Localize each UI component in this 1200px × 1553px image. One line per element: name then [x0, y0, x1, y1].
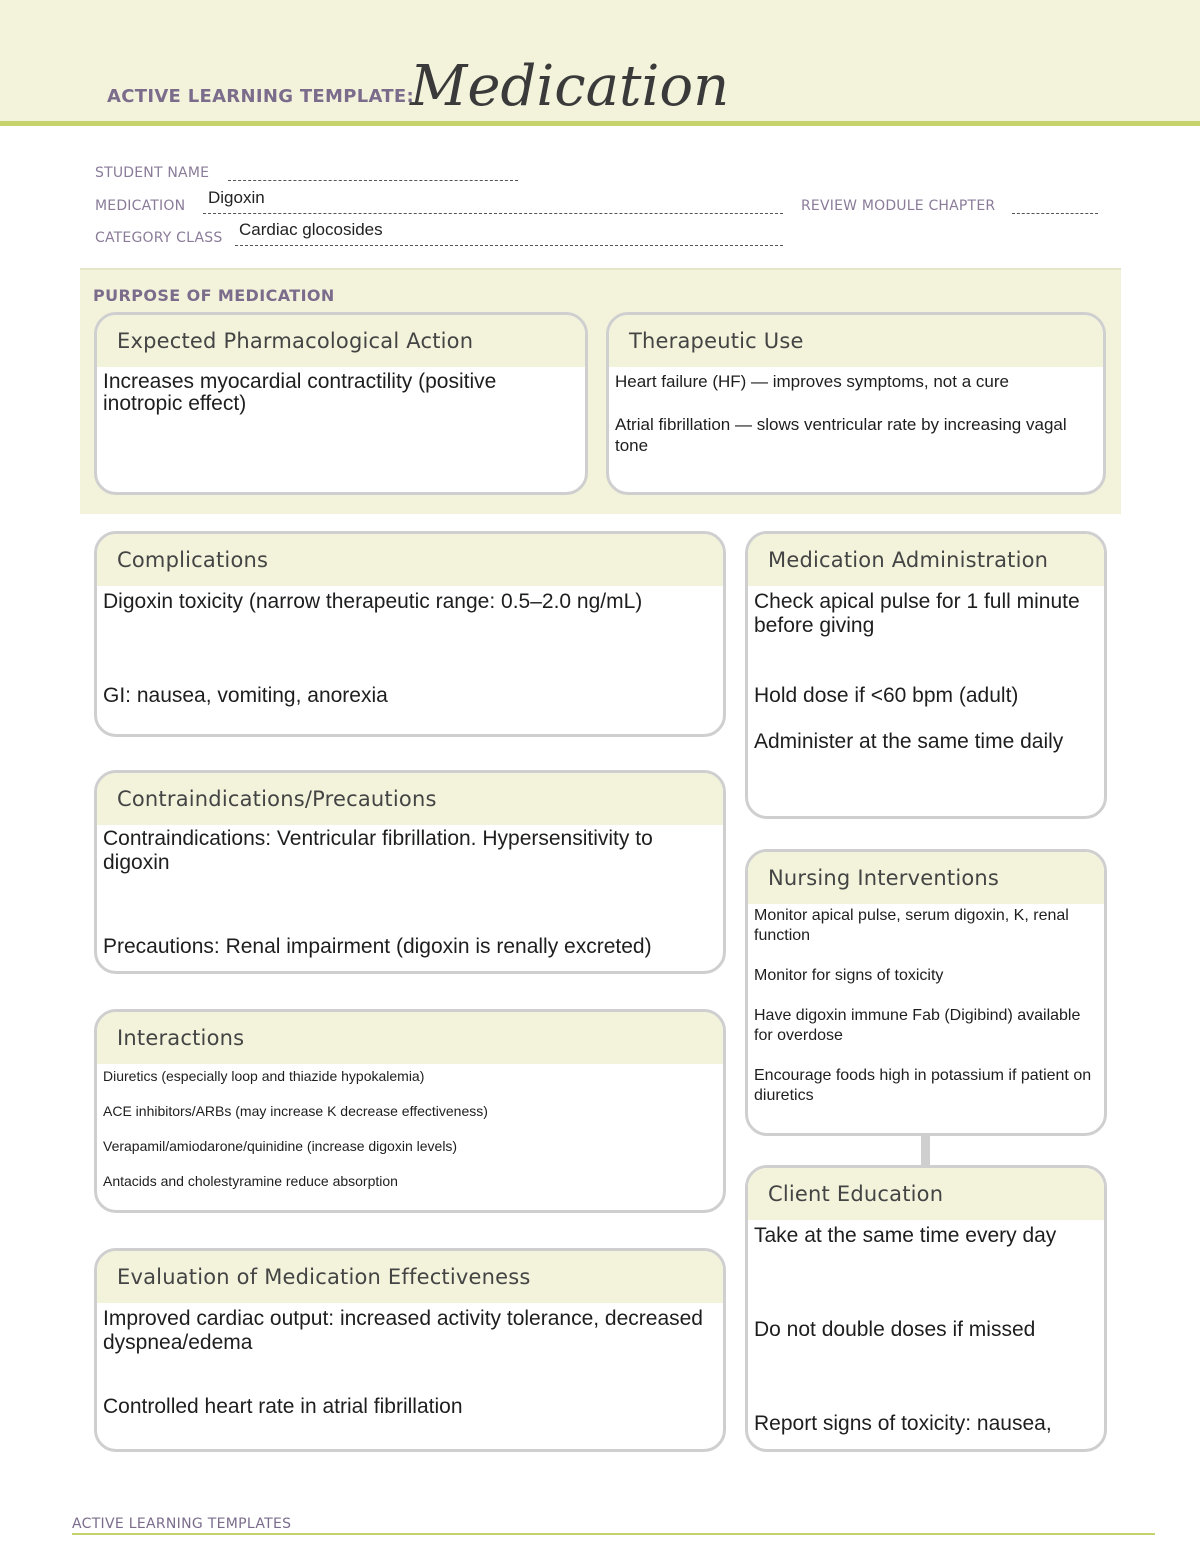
category-class-label: CATEGORY CLASS — [95, 230, 223, 246]
card-client-education — [745, 1165, 1107, 1452]
card-line: Monitor apical pulse, serum digoxin, K, renal function — [754, 907, 1069, 944]
card-title: Client Education — [748, 1168, 1104, 1220]
card-line: Digoxin toxicity (narrow therapeutic range: 0.5–2.0 ng/mL) — [103, 590, 643, 613]
card-line: Antacids and cholestyramine reduce absorption — [103, 1173, 398, 1189]
medication-label: MEDICATION — [95, 198, 186, 214]
card-line: Diuretics (especially loop and thiazide hypokalemia) — [103, 1068, 425, 1084]
card-line: Report signs of toxicity: nausea, — [754, 1412, 1052, 1435]
card-line: Atrial fibrillation — slows ventricular rate by increasing vagal tone — [615, 415, 1067, 455]
card-connector — [921, 1134, 930, 1166]
category-class-value: Cardiac glocosides — [239, 220, 383, 239]
template-label: ACTIVE LEARNING TEMPLATE: — [107, 86, 414, 107]
card-contraindications — [94, 770, 726, 974]
student-name-field[interactable] — [228, 180, 518, 181]
card-body[interactable] — [97, 367, 585, 415]
card-body[interactable] — [748, 904, 1104, 1106]
card-line: Encourage foods high in potassium if patient on diuretics — [754, 1067, 1092, 1104]
card-line: ACE inhibitors/ARBs (may increase K decrease effectiveness) — [103, 1103, 488, 1119]
purpose-label: PURPOSE OF MEDICATION — [93, 286, 335, 305]
card-title: Complications — [97, 534, 723, 586]
card-title: Evaluation of Medication Effectiveness — [97, 1251, 723, 1303]
card-title: Therapeutic Use — [609, 315, 1103, 367]
card-body[interactable] — [748, 1220, 1104, 1436]
card-line: Contraindications: Ventricular fibrillation. Hypersensitivity to digoxin — [103, 827, 653, 874]
card-line: Verapamil/amiodarone/quinidine (increase digoxin levels) — [103, 1138, 458, 1154]
card-line: Heart failure (HF) — improves symptoms, not a cure — [615, 372, 1009, 391]
card-line: Take at the same time every day — [754, 1224, 1057, 1247]
card-interactions — [94, 1009, 726, 1213]
card-line: Controlled heart rate in atrial fibrillation — [103, 1395, 463, 1418]
card-body[interactable] — [97, 825, 723, 959]
card-line: Hold dose if <60 bpm (adult) — [754, 684, 1019, 707]
card-evaluation — [94, 1248, 726, 1452]
card-complications — [94, 531, 726, 737]
card-therapeutic-use — [606, 312, 1106, 495]
card-line: Increases myocardial contractility (positive inotropic effect) — [103, 370, 497, 415]
review-chapter-field[interactable] — [1012, 213, 1098, 214]
student-name-label: STUDENT NAME — [95, 165, 210, 181]
card-body[interactable] — [609, 367, 1103, 456]
card-line: GI: nausea, vomiting, anorexia — [103, 684, 388, 707]
card-line: Do not double doses if missed — [754, 1318, 1036, 1341]
card-body[interactable] — [97, 586, 723, 708]
page-title: Medication — [410, 54, 730, 119]
card-line: Check apical pulse for 1 full minute before giving — [754, 590, 1080, 637]
medication-field[interactable] — [203, 213, 783, 214]
footer-label: ACTIVE LEARNING TEMPLATES — [72, 1516, 292, 1532]
card-title: Expected Pharmacological Action — [97, 315, 585, 367]
card-expected-action — [94, 312, 588, 495]
card-line: Administer at the same time daily — [754, 730, 1064, 753]
card-title: Nursing Interventions — [748, 852, 1104, 904]
card-title: Medication Administration — [748, 534, 1104, 586]
card-line: Improved cardiac output: increased activity tolerance, decreased dyspnea/edema — [103, 1307, 703, 1354]
card-body[interactable] — [97, 1064, 723, 1190]
footer-rule — [72, 1533, 1155, 1535]
card-line: Precautions: Renal impairment (digoxin is renally excreted) — [103, 935, 652, 958]
card-nursing-interventions — [745, 849, 1107, 1136]
category-class-field[interactable] — [235, 245, 783, 246]
card-body[interactable] — [97, 1303, 723, 1419]
medication-value: Digoxin — [208, 188, 265, 207]
card-title: Interactions — [97, 1012, 723, 1064]
review-chapter-label: REVIEW MODULE CHAPTER — [801, 198, 996, 214]
card-administration — [745, 531, 1107, 819]
card-title: Contraindications/Precautions — [97, 773, 723, 825]
card-line: Have digoxin immune Fab (Digibind) available for overdose — [754, 1007, 1081, 1044]
header-rule — [0, 121, 1200, 126]
card-body[interactable] — [748, 586, 1104, 754]
card-line: Monitor for signs of toxicity — [754, 967, 944, 984]
